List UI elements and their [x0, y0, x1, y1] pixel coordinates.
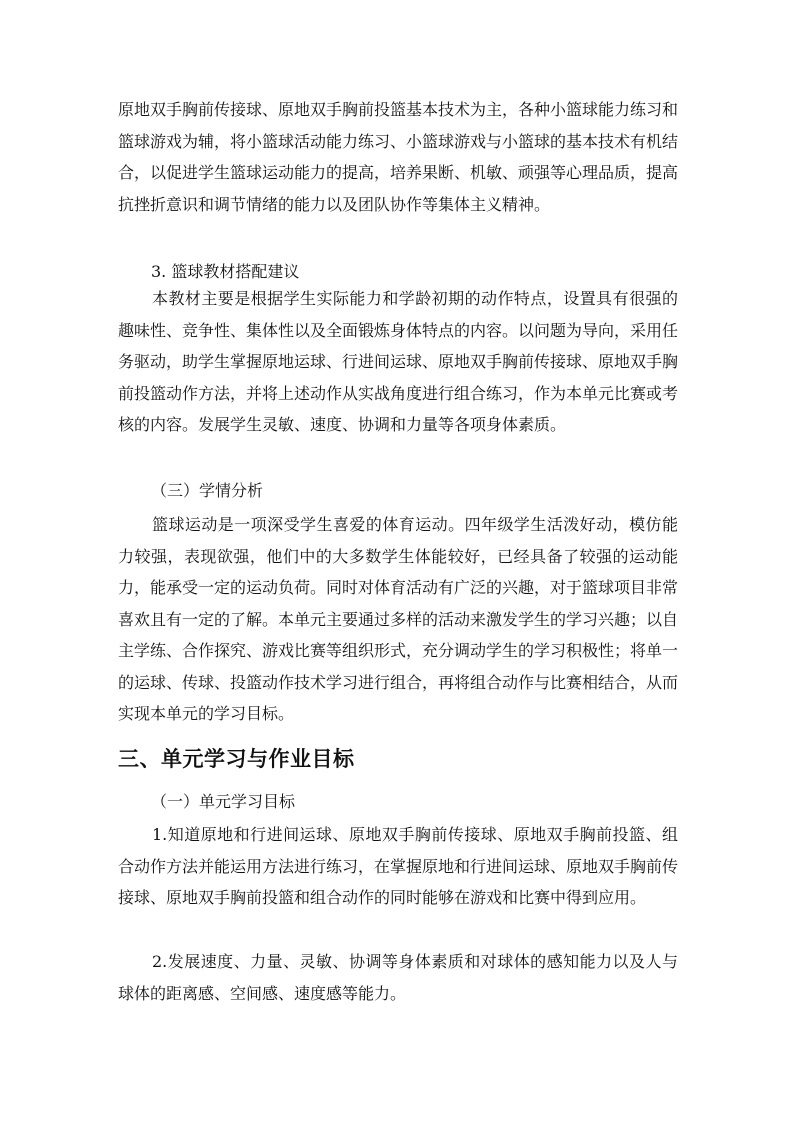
paragraph-student-analysis: 篮球运动是一项深受学生喜爱的体育运动。四年级学生活泼好动，模仿能力较强，表现欲强，他们中的大多数学生体能较好，已经具备了较强的运动能力，能承受一定的运动负荷。同时对体育活动有广泛的兴趣，对于篮球项目非常喜欢且有一定的了解。本单元主要通过多样的活动来激发学生的学习兴趣；以自主学练、合作探究、游戏比赛等组织形式，充分调动学生的学习积极性；将单一的运球、传球、投篮动作技术学习进行组合，再将组合动作与比赛相结合，从而实现本单元的学习目标。: [118, 515, 679, 723]
subheading-material-suggestions: 3. 篮球教材搭配建议: [151, 262, 300, 281]
subheading-unit-goals: （一）单元学习目标: [151, 792, 296, 811]
paragraph-material-suggestions: 本教材主要是根据学生实际能力和学龄初期的动作特点，设置具有很强的趣味性、竞争性、集体性以及全面锻炼身体特点的内容。以问题为导向，采用任务驱动，助学生掌握原地运球、行进间运球、原地双手胸前传接球、原地双手胸前投篮动作方法，并将上述动作从实战角度进行组合练习，作为本单元比赛或考核的内容。发展学生灵敏、速度、协调和力量等各项身体素质。: [118, 289, 679, 434]
section-heading-learning-goals: 三、单元学习与作业目标: [118, 746, 355, 771]
subheading-student-analysis: （三）学情分析: [151, 481, 264, 500]
goal-item-1: 1.知道原地和行进间运球、原地双手胸前传接球、原地双手胸前投篮、组合动作方法并能运用方法进行练习，在掌握原地和行进间运球、原地双手胸前传接球、原地双手胸前投篮和组合动作的同时能够在游戏和比赛中得到应用。: [118, 825, 679, 907]
goal-item-2: 2.发展速度、力量、灵敏、协调等身体素质和对球体的感知能力以及人与球体的距离感、空间感、速度感等能力。: [118, 952, 678, 1003]
paragraph-basketball-skills: 原地双手胸前传接球、原地双手胸前投篮基本技术为主，各种小篮球能力练习和篮球游戏为辅，将小篮球活动能力练习、小篮球游戏与小篮球的基本技术有机结合，以促进学生篮球运动能力的提高，培养果断、机敏、顽强等心理品质，提高抗挫折意识和调节情绪的能力以及团队协作等集体主义精神。: [118, 100, 679, 214]
